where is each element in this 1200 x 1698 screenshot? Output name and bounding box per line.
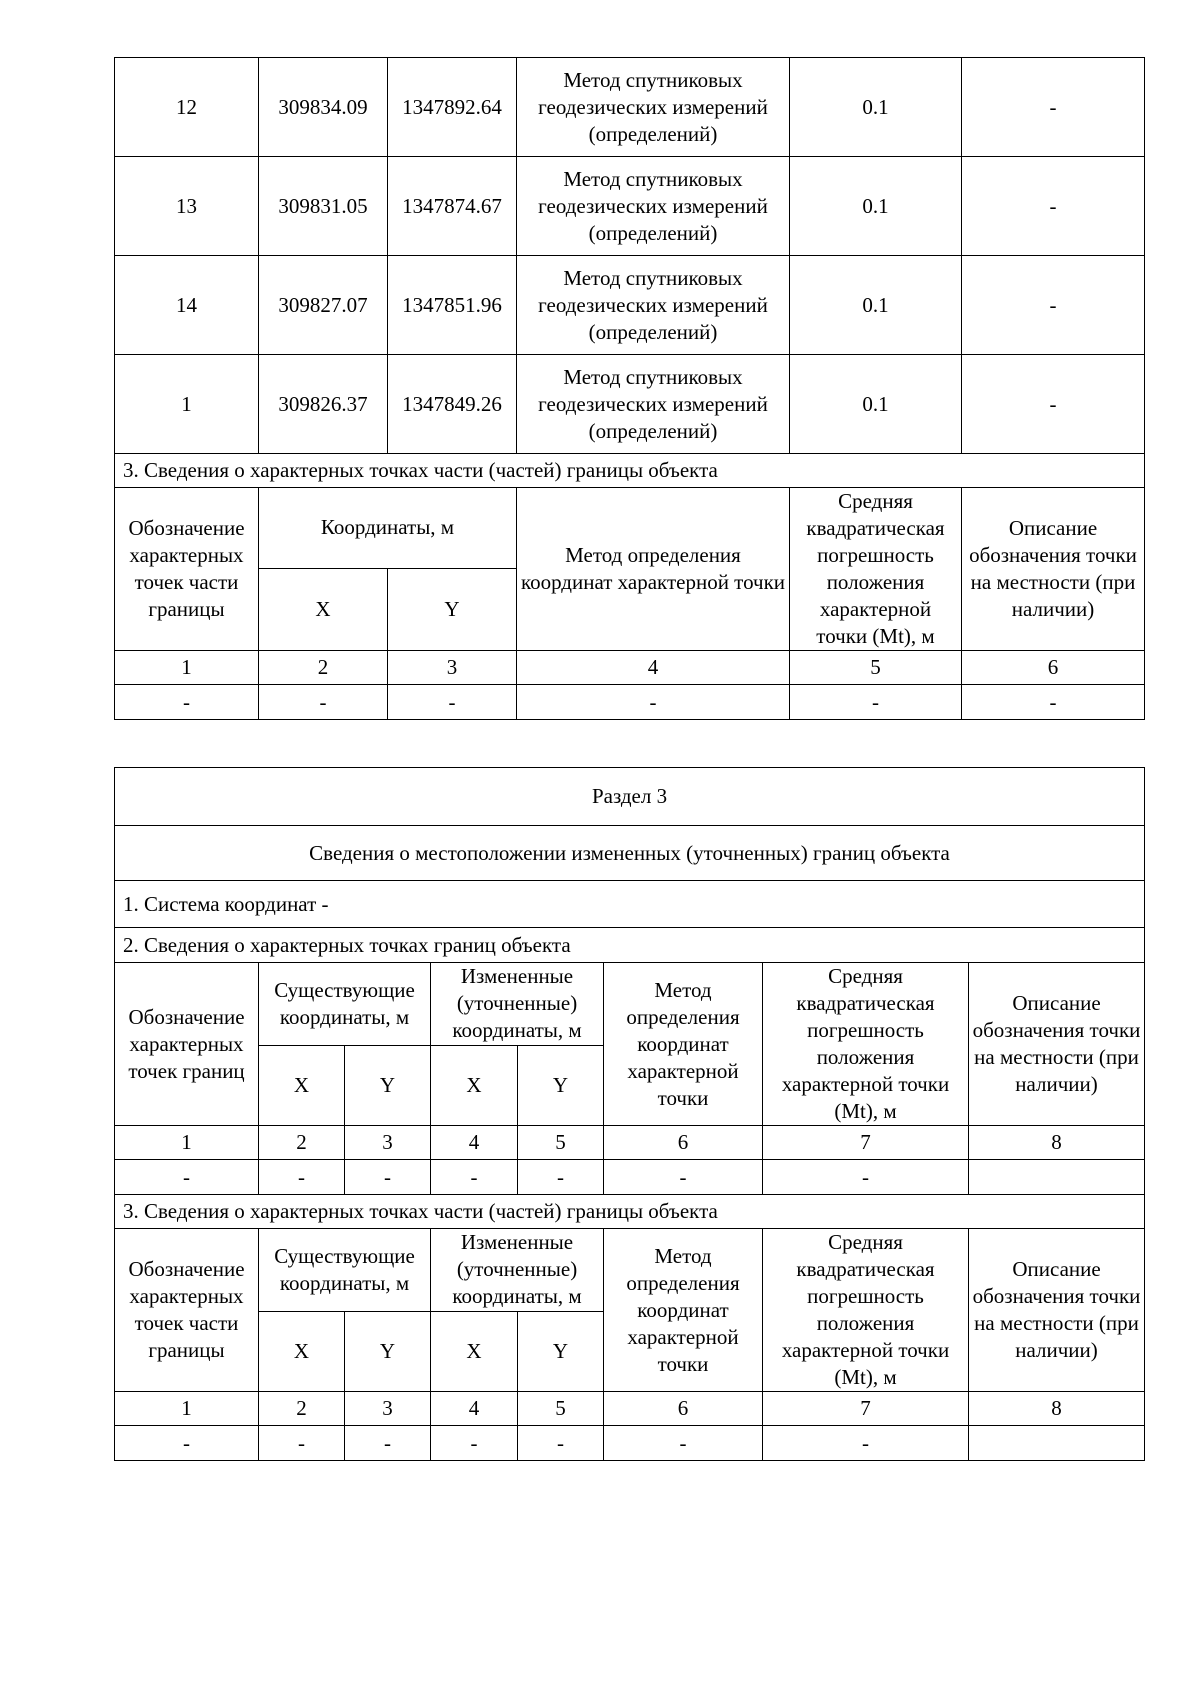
header-designation: Обозначение характерных точек части границы (115, 1229, 259, 1392)
header-y: Y (518, 1311, 604, 1392)
column-number: 5 (518, 1126, 604, 1160)
column-number: 4 (431, 1126, 518, 1160)
empty-value: - (259, 685, 388, 720)
column-number: 4 (517, 651, 790, 685)
column-number: 8 (969, 1392, 1145, 1426)
header-changed-coordinates: Измененные (уточненные) координаты, м (431, 1229, 604, 1312)
header-x: X (259, 1045, 345, 1126)
empty-value: - (604, 1426, 763, 1461)
empty-value: - (115, 685, 259, 720)
empty-value: - (259, 1160, 345, 1195)
point-number: 1 (115, 355, 259, 454)
coord-x: 309831.05 (259, 157, 388, 256)
empty-value: - (345, 1160, 431, 1195)
column-number: 5 (790, 651, 962, 685)
header-existing-coordinates: Существующие координаты, м (259, 963, 431, 1046)
description-cell: - (962, 355, 1145, 454)
empty-value: - (388, 685, 517, 720)
header-y: Y (388, 568, 517, 650)
coord-x: 309826.37 (259, 355, 388, 454)
header-description: Описание обозначения точки на местности (при наличии) (969, 963, 1145, 1126)
points-heading: 2. Сведения о характерных точках границ объекта (115, 928, 1145, 963)
column-number: 2 (259, 651, 388, 685)
header-method: Метод определения координат характерной точки (604, 1229, 763, 1392)
table-row (115, 157, 1145, 256)
column-number: 7 (763, 1126, 969, 1160)
column-number: 2 (259, 1126, 345, 1160)
column-number: 6 (962, 651, 1145, 685)
section-3-table (114, 767, 1145, 1461)
header-y: Y (518, 1045, 604, 1126)
empty-value (969, 1426, 1145, 1461)
header-designation: Обозначение характерных точек части границы (115, 488, 259, 651)
table-row (115, 685, 1145, 720)
coord-y: 1347874.67 (388, 157, 517, 256)
column-numbers-row (115, 1392, 1145, 1426)
coord-x: 309827.07 (259, 256, 388, 355)
method-cell: Метод спутниковых геодезических измерений (определений) (517, 157, 790, 256)
boundary-points-table (114, 57, 1145, 720)
error-cell: 0.1 (790, 256, 962, 355)
header-coordinates: Координаты, м (259, 488, 517, 569)
header-x: X (259, 1311, 345, 1392)
empty-value: - (962, 685, 1145, 720)
header-error: Средняя квадратическая погрешность положения характерной точки (Mt), м (763, 963, 969, 1126)
header-method: Метод определения координат характерной точки (604, 963, 763, 1126)
empty-value: - (518, 1160, 604, 1195)
column-number: 6 (604, 1392, 763, 1426)
column-number: 6 (604, 1126, 763, 1160)
empty-value: - (431, 1426, 518, 1461)
table-row (115, 58, 1145, 157)
column-number: 8 (969, 1126, 1145, 1160)
header-error: Средняя квадратическая погрешность положения характерной точки (Mt), м (790, 488, 962, 651)
empty-value: - (115, 1160, 259, 1195)
table-row (115, 256, 1145, 355)
header-description: Описание обозначения точки на местности (при наличии) (969, 1229, 1145, 1392)
method-cell: Метод спутниковых геодезических измерений (определений) (517, 355, 790, 454)
coord-x: 309834.09 (259, 58, 388, 157)
header-x: X (431, 1311, 518, 1392)
point-number: 14 (115, 256, 259, 355)
empty-value: - (763, 1160, 969, 1195)
table-row (115, 1426, 1145, 1461)
error-cell: 0.1 (790, 157, 962, 256)
header-changed-coordinates: Измененные (уточненные) координаты, м (431, 963, 604, 1046)
header-x: X (259, 568, 388, 650)
empty-value: - (517, 685, 790, 720)
header-designation: Обозначение характерных точек границ (115, 963, 259, 1126)
table-row (115, 355, 1145, 454)
error-cell: 0.1 (790, 58, 962, 157)
empty-value: - (763, 1426, 969, 1461)
empty-value: - (518, 1426, 604, 1461)
coordinate-system: 1. Система координат - (115, 881, 1145, 928)
description-cell: - (962, 157, 1145, 256)
column-number: 1 (115, 1392, 259, 1426)
point-number: 13 (115, 157, 259, 256)
coord-y: 1347892.64 (388, 58, 517, 157)
header-y: Y (345, 1045, 431, 1126)
section-heading: 3. Сведения о характерных точках части (частей) границы объекта (115, 454, 1145, 488)
point-number: 12 (115, 58, 259, 157)
table-row (115, 1160, 1145, 1195)
header-existing-coordinates: Существующие координаты, м (259, 1229, 431, 1312)
column-number: 4 (431, 1392, 518, 1426)
empty-value (969, 1160, 1145, 1195)
column-number: 3 (345, 1392, 431, 1426)
header-description: Описание обозначения точки на местности (при наличии) (962, 488, 1145, 651)
column-number: 5 (518, 1392, 604, 1426)
section-title: Раздел 3 (115, 768, 1145, 826)
empty-value: - (345, 1426, 431, 1461)
column-number: 3 (345, 1126, 431, 1160)
column-number: 3 (388, 651, 517, 685)
column-number: 7 (763, 1392, 969, 1426)
empty-value: - (790, 685, 962, 720)
empty-value: - (259, 1426, 345, 1461)
description-cell: - (962, 58, 1145, 157)
coord-y: 1347849.26 (388, 355, 517, 454)
coord-y: 1347851.96 (388, 256, 517, 355)
column-numbers-row (115, 1126, 1145, 1160)
section-subtitle: Сведения о местоположении измененных (уточненных) границ объекта (115, 826, 1145, 881)
header-method: Метод определения координат характерной точки (517, 488, 790, 651)
empty-value: - (115, 1426, 259, 1461)
method-cell: Метод спутниковых геодезических измерений (определений) (517, 256, 790, 355)
empty-value: - (431, 1160, 518, 1195)
column-number: 1 (115, 1126, 259, 1160)
header-x: X (431, 1045, 518, 1126)
header-error: Средняя квадратическая погрешность положения характерной точки (Mt), м (763, 1229, 969, 1392)
column-number: 2 (259, 1392, 345, 1426)
parts-heading: 3. Сведения о характерных точках части (частей) границы объекта (115, 1195, 1145, 1229)
description-cell: - (962, 256, 1145, 355)
method-cell: Метод спутниковых геодезических измерений (определений) (517, 58, 790, 157)
empty-value: - (604, 1160, 763, 1195)
error-cell: 0.1 (790, 355, 962, 454)
column-numbers-row (115, 651, 1145, 685)
column-number: 1 (115, 651, 259, 685)
header-y: Y (345, 1311, 431, 1392)
